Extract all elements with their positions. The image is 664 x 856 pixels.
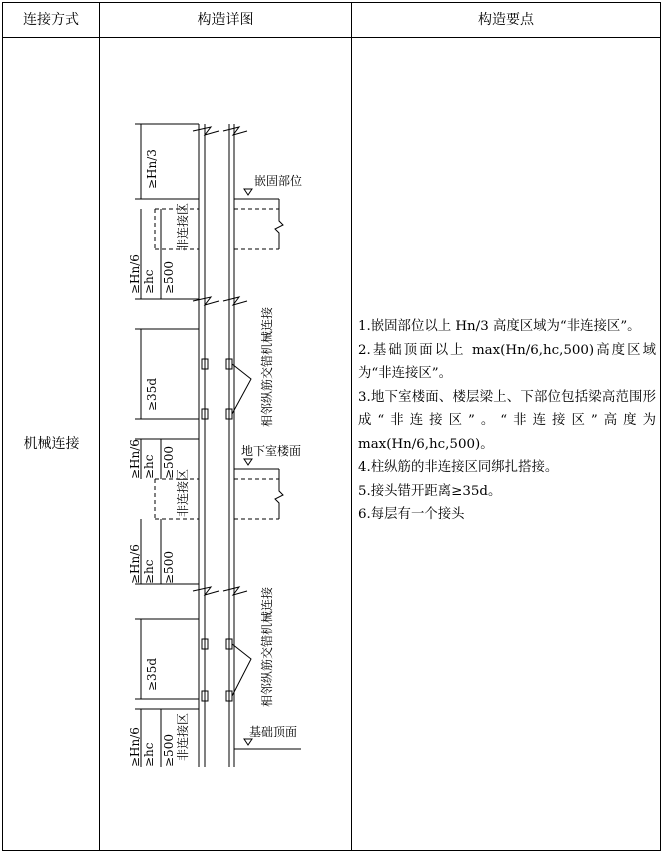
- dim-label-hn6-4: ≥Hn/6: [128, 727, 142, 767]
- embed-label: 嵌固部位: [254, 174, 303, 188]
- header-detail-drawing: 构造详图: [197, 12, 254, 28]
- foundation-level-marker: [244, 739, 252, 745]
- dim-label-hc-1: ≥hc: [142, 269, 156, 294]
- key-point-4: 4.柱纵筋的非连接区同绑扎搭接。: [358, 460, 559, 475]
- header-key-points: 构造要点: [478, 12, 534, 28]
- dim-label-35d-1: ≥35d: [145, 377, 159, 411]
- basement-level-marker: [244, 459, 252, 465]
- foundation-top-label: 基础顶面: [249, 725, 298, 739]
- column-rebar-diagram: [101, 39, 351, 851]
- dim-label-hn3: ≥Hn/3: [145, 149, 159, 189]
- staggered-leader-2: [232, 644, 251, 696]
- basement-beam-break: [275, 469, 283, 519]
- break-mark-mid-left: [193, 297, 219, 305]
- non-connection-zone-2: 非连接区: [176, 468, 190, 517]
- dim-label-hn6-3: ≥Hn/6: [128, 544, 142, 584]
- dim-label-hn6-1: ≥Hn/6: [128, 254, 142, 294]
- dim-label-500-1: ≥500: [162, 261, 176, 294]
- staggered-leader-1: [232, 364, 251, 414]
- dim-label-35d-2: ≥35d: [145, 657, 159, 691]
- key-point-3: 3.地下室楼面、楼层梁上、下部位包括梁高范围形成“非连接区”。“非连接区”高度为 max(Hn/6,hc,500)。: [358, 389, 656, 452]
- header-connection-method: 连接方式: [23, 12, 79, 28]
- column-divider-1: [99, 3, 100, 850]
- dim-label-500-2: ≥500: [162, 446, 176, 479]
- dim-label-hc-2: ≥hc: [142, 454, 156, 479]
- connection-method-cell: 机械连接: [23, 436, 80, 452]
- embed-beam-break: [275, 199, 283, 249]
- construction-table: [2, 2, 661, 851]
- break-mark-top-left: [193, 127, 219, 135]
- dim-label-hc-4: ≥hc: [142, 742, 156, 767]
- break-mark-low-left: [193, 587, 219, 595]
- break-mark-mid-right: [223, 297, 247, 305]
- dim-label-hc-3: ≥hc: [142, 559, 156, 584]
- non-connection-zone-1: 非连接区: [176, 202, 190, 251]
- non-connection-zone-3: 非连接区: [176, 712, 190, 761]
- staggered-label-2: 相邻纵筋交错机械连接: [260, 586, 274, 707]
- dim-label-500-4: ≥500: [162, 734, 176, 767]
- embed-level-marker: [244, 189, 252, 195]
- construction-diagram: [101, 39, 351, 851]
- key-point-2: 2.基础顶面以上 max(Hn/6,hc,500)高度区域为“非连接区”。: [358, 342, 656, 381]
- basement-floor-label: 地下室楼面: [241, 444, 302, 458]
- column-divider-2: [351, 3, 352, 850]
- break-mark-low-right: [223, 587, 247, 595]
- dim-label-500-3: ≥500: [162, 551, 176, 584]
- key-point-6: 6.每层有一个接头: [358, 507, 465, 522]
- key-point-1: 1.嵌固部位以上 Hn/3 高度区域为“非连接区”。: [358, 319, 641, 334]
- key-points-list: [358, 315, 656, 527]
- dim-label-hn6-2: ≥Hn/6: [128, 439, 142, 479]
- staggered-label-1: 相邻纵筋交错机械连接: [260, 306, 274, 427]
- header-divider: [3, 37, 660, 38]
- key-point-5: 5.接头错开距离≥35d。: [358, 483, 502, 499]
- break-mark-top-right: [223, 127, 247, 135]
